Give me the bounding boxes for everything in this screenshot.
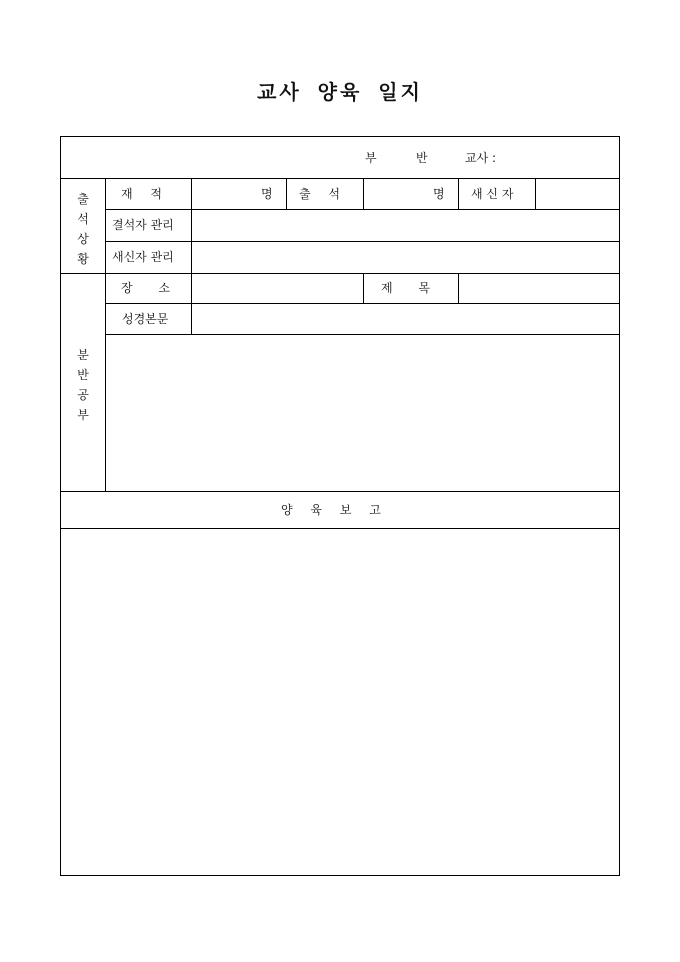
count-unit-1: 명 xyxy=(261,187,273,201)
ban-field[interactable] xyxy=(426,150,454,166)
scripture-field[interactable] xyxy=(193,305,617,332)
page-title: 교사 양육 일지 xyxy=(257,80,423,104)
row-divider-attendance-2 xyxy=(105,241,619,242)
absentee-mgmt-field[interactable] xyxy=(193,211,617,239)
report-title: 양 육 보 고 xyxy=(281,503,381,517)
row-divider-study-end xyxy=(61,491,619,492)
place-field[interactable] xyxy=(193,275,361,301)
teacher-label: 교사 : xyxy=(465,151,497,165)
row-divider-attendance-1 xyxy=(105,209,619,210)
newcomer-label: 새 신 자 xyxy=(471,187,514,201)
col-divider-subject-value xyxy=(458,273,459,303)
place-label: 장 소 xyxy=(121,281,170,295)
col-divider-label xyxy=(191,178,192,334)
journal-form-table xyxy=(60,136,620,876)
subject-label: 제 목 xyxy=(381,281,430,295)
col-divider-present-count xyxy=(363,178,364,209)
study-section-label: 분반공부 xyxy=(77,348,89,422)
subject-field[interactable] xyxy=(460,275,617,301)
col-divider-subject xyxy=(363,273,364,303)
attendance-section-label: 출석상황 xyxy=(77,192,89,266)
row-divider-place xyxy=(105,303,619,304)
teacher-field[interactable] xyxy=(511,147,611,169)
report-content-area[interactable] xyxy=(63,530,617,874)
study-notes-area[interactable] xyxy=(107,336,617,489)
col-divider-newcomer-count xyxy=(535,178,536,209)
col-divider-section xyxy=(105,178,106,491)
absentee-mgmt-label: 결석자 관리 xyxy=(112,218,174,232)
col-divider-newcomer xyxy=(458,178,459,209)
count-unit-2: 명 xyxy=(433,187,445,201)
scripture-label: 성경본문 xyxy=(122,312,169,326)
present-count-field[interactable] xyxy=(365,180,431,207)
bu-label: 부 xyxy=(365,151,377,165)
row-divider-attendance-end xyxy=(61,273,619,274)
enrolled-label: 재 적 xyxy=(121,187,162,201)
present-label: 출 석 xyxy=(299,187,340,201)
newcomer-mgmt-field[interactable] xyxy=(193,243,617,271)
newcomer-mgmt-label: 새신자 관리 xyxy=(112,250,174,264)
enrolled-count-field[interactable] xyxy=(193,180,263,207)
row-divider-scripture xyxy=(105,334,619,335)
newcomer-count-field[interactable] xyxy=(537,180,617,207)
row-divider-report-title xyxy=(61,528,619,529)
col-divider-present xyxy=(286,178,287,209)
ban-label: 반 xyxy=(416,151,428,165)
